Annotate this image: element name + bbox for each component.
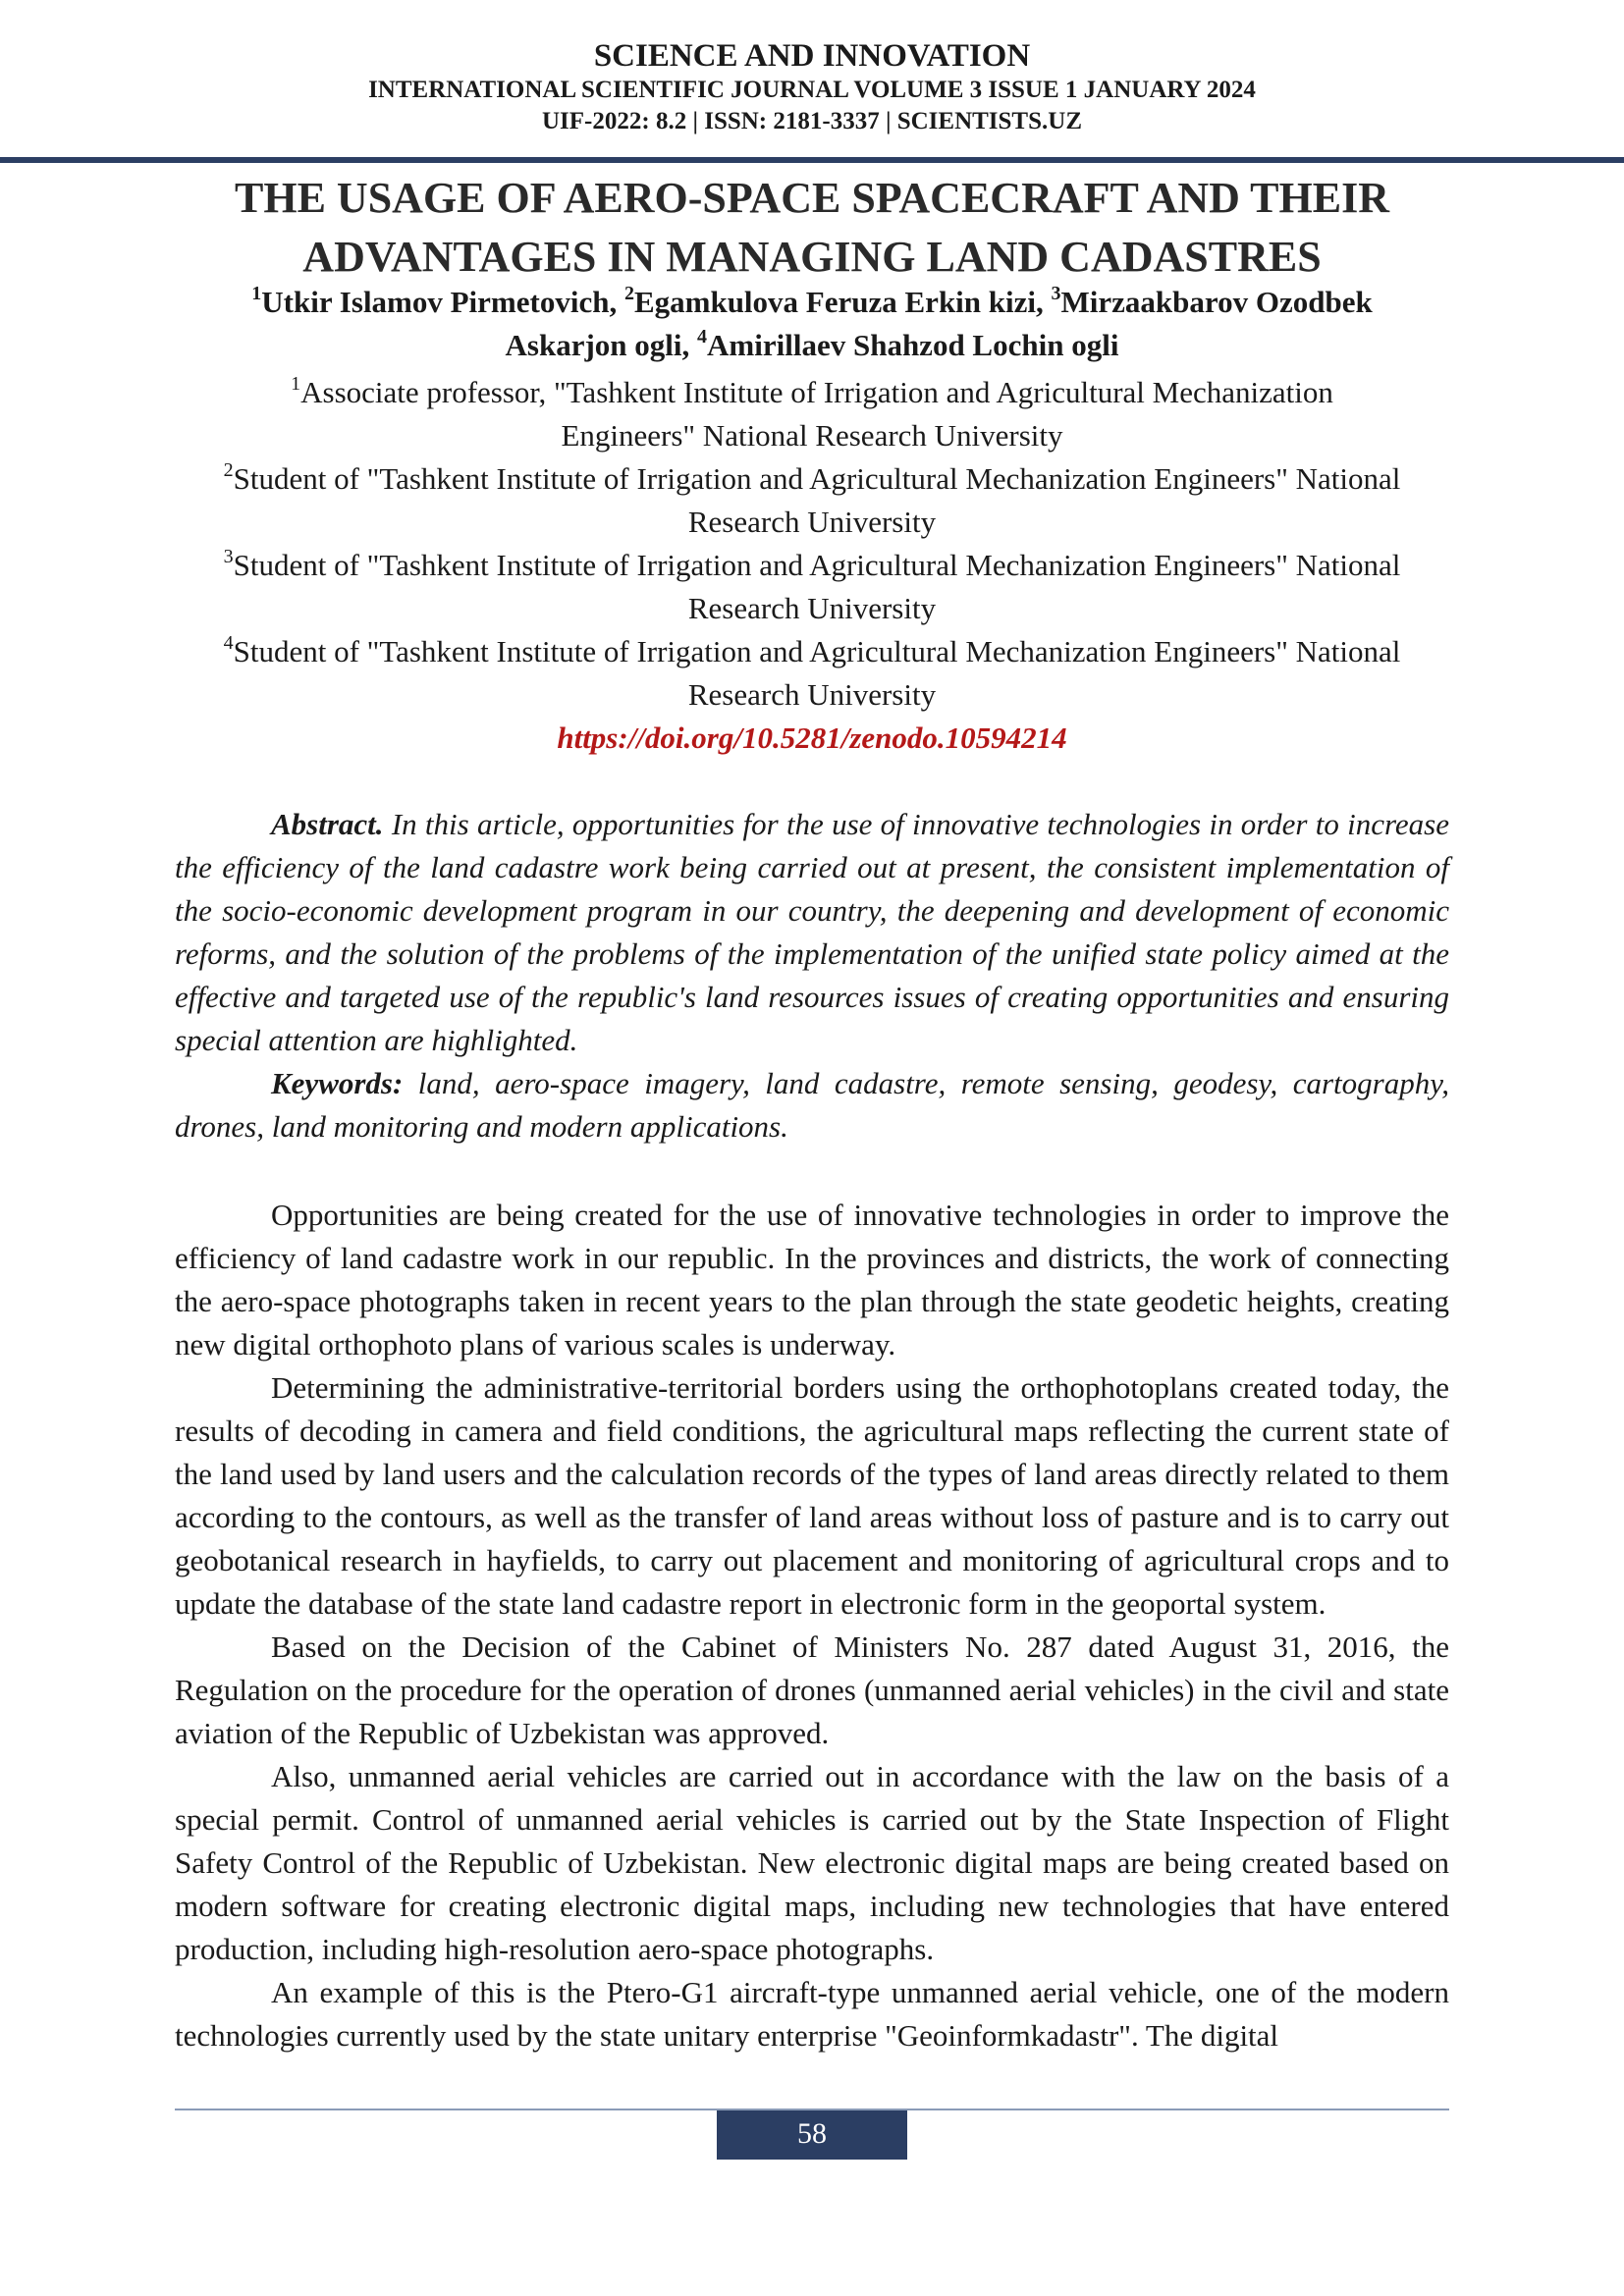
affiliation-3-line-1 [147, 544, 1477, 587]
journal-volume-line: INTERNATIONAL SCIENTIFIC JOURNAL VOLUME 3 ISSUE 1 JANUARY 2024 [368, 77, 1256, 103]
body-paragraph-1: Opportunities are being created for the use of innovative technologies in order to improve the efficiency of land cadastre work in our republic. In the provinces and districts, the work of connecting the aero-space photographs taken in recent years to the plan through the state geodetic heights, creating new digital orthophoto plans of various scales is underway. [175, 1198, 1449, 1362]
affiliation-2-text: Student of "Tashkent Institute of Irrigation and Agricultural Mechanization Engineers" National [233, 461, 1401, 496]
affiliation-3-text: Student of "Tashkent Institute of Irrigation and Agricultural Mechanization Engineers" National [233, 548, 1401, 582]
author-1-sup: 1 [251, 282, 262, 304]
author-2-sup: 2 [623, 282, 634, 304]
header-divider [0, 157, 1624, 163]
affiliation-3-sup: 3 [223, 545, 234, 567]
affiliation-3-line-2: Research University [687, 591, 937, 625]
author-4-name: Amirillaev Shahzod Lochin ogli [707, 328, 1119, 362]
affiliation-list [147, 371, 1477, 717]
journal-header [0, 37, 1624, 137]
journal-issn-line: UIF-2022: 8.2 | ISSN: 2181-3337 | SCIENTISTS.UZ [542, 108, 1082, 134]
title-line-2: ADVANTAGES IN MANAGING LAND CADASTRES [302, 233, 1322, 281]
page-number: 58 [717, 2110, 907, 2160]
affiliation-1-text: Associate professor, "Tashkent Institute of Irrigation and Agricultural Mechanization [300, 375, 1333, 409]
abstract-paragraph [175, 803, 1449, 1062]
affiliation-4-line-2: Research University [687, 677, 937, 712]
affiliation-2-line-1 [147, 457, 1477, 501]
affiliation-4-line-1 [147, 630, 1477, 673]
affiliation-2-line-2: Research University [687, 505, 937, 539]
abstract-text: In this article, opportunities for the use of innovative technologies in order to increase the efficiency of the land cadastre work being carried out at present, the consistent implementation of the socio-economic development program in our country, the deepening and development of economic reforms, and the solution of the problems of the implementation of the unified state policy aimed at the effective and targeted use of the republic's land resources issues of creating opportunities and ensuring special attention are highlighted. [175, 807, 1449, 1057]
body-paragraph-2: Determining the administrative-territorial borders using the orthophotoplans created today, the results of decoding in camera and field conditions, the agricultural maps reflecting the current state of the land used by land users and the calculation records of the types of land areas directly related to them according to the contours, as well as the transfer of land areas without loss of pasture and is to carry out geobotanical research in hayfields, to carry out placement and monitoring of agricultural crops and to update the database of the state land cadastre report in electronic form in the geoportal system. [175, 1370, 1449, 1621]
author-3-name: Mirzaakbarov Ozodbek [1060, 285, 1373, 319]
paper-title [147, 169, 1477, 287]
journal-name: SCIENCE AND INNOVATION [593, 38, 1031, 74]
doi-link[interactable]: https://doi.org/10.5281/zenodo.10594214 [557, 721, 1067, 755]
title-line-1: THE USAGE OF AERO-SPACE SPACECRAFT AND THEIR [235, 174, 1389, 222]
affiliation-2-sup: 2 [223, 458, 234, 481]
body-paragraph-4: Also, unmanned aerial vehicles are carried out in accordance with the law on the basis of a special permit. Control of unmanned aerial vehicles is carried out by the State Inspection of Flight Safety Control of the Republic of Uzbekistan. New electronic digital maps are being created based on modern software for creating electronic digital maps, including new technologies that have entered production, including high-resolution aero-space photographs. [175, 1759, 1449, 1966]
author-line-1 [147, 281, 1477, 324]
author-3-sup: 3 [1051, 282, 1061, 304]
keywords-text: land, aero-space imagery, land cadastre, remote sensing, geodesy, cartography, drones, land monitoring and modern applications. [175, 1066, 1449, 1144]
abstract-label: Abstract. [271, 807, 384, 841]
affiliation-1-line-1 [147, 371, 1477, 414]
affiliation-4-sup: 4 [223, 631, 234, 654]
keywords-paragraph [175, 1062, 1449, 1148]
main-body [175, 1194, 1449, 2057]
author-2-name: Egamkulova Feruza Erkin kizi, [633, 285, 1044, 319]
keywords-label: Keywords: [271, 1066, 404, 1100]
body-paragraph-3: Based on the Decision of the Cabinet of Ministers No. 287 dated August 31, 2016, the Regulation on the procedure for the operation of drones (unmanned aerial vehicles) in the civil and state aviation of the Republic of Uzbekistan was approved. [175, 1629, 1449, 1750]
affiliation-4-text: Student of "Tashkent Institute of Irrigation and Agricultural Mechanization Engineers" National [233, 634, 1401, 668]
affiliation-1-sup: 1 [291, 372, 301, 395]
author-list [147, 281, 1477, 367]
author-4-sup: 4 [697, 325, 708, 347]
affiliation-1-line-2: Engineers" National Research University [561, 418, 1063, 453]
abstract-section [175, 803, 1449, 1148]
author-1-name: Utkir Islamov Pirmetovich, [261, 285, 618, 319]
body-paragraph-5: An example of this is the Ptero-G1 aircraft-type unmanned aerial vehicle, one of the modern technologies currently used by the state unitary enterprise "Geoinformkadastr". The digital [175, 1975, 1449, 2053]
author-line-2 [147, 324, 1477, 367]
author-3-name-cont: Askarjon ogli, [505, 328, 690, 362]
